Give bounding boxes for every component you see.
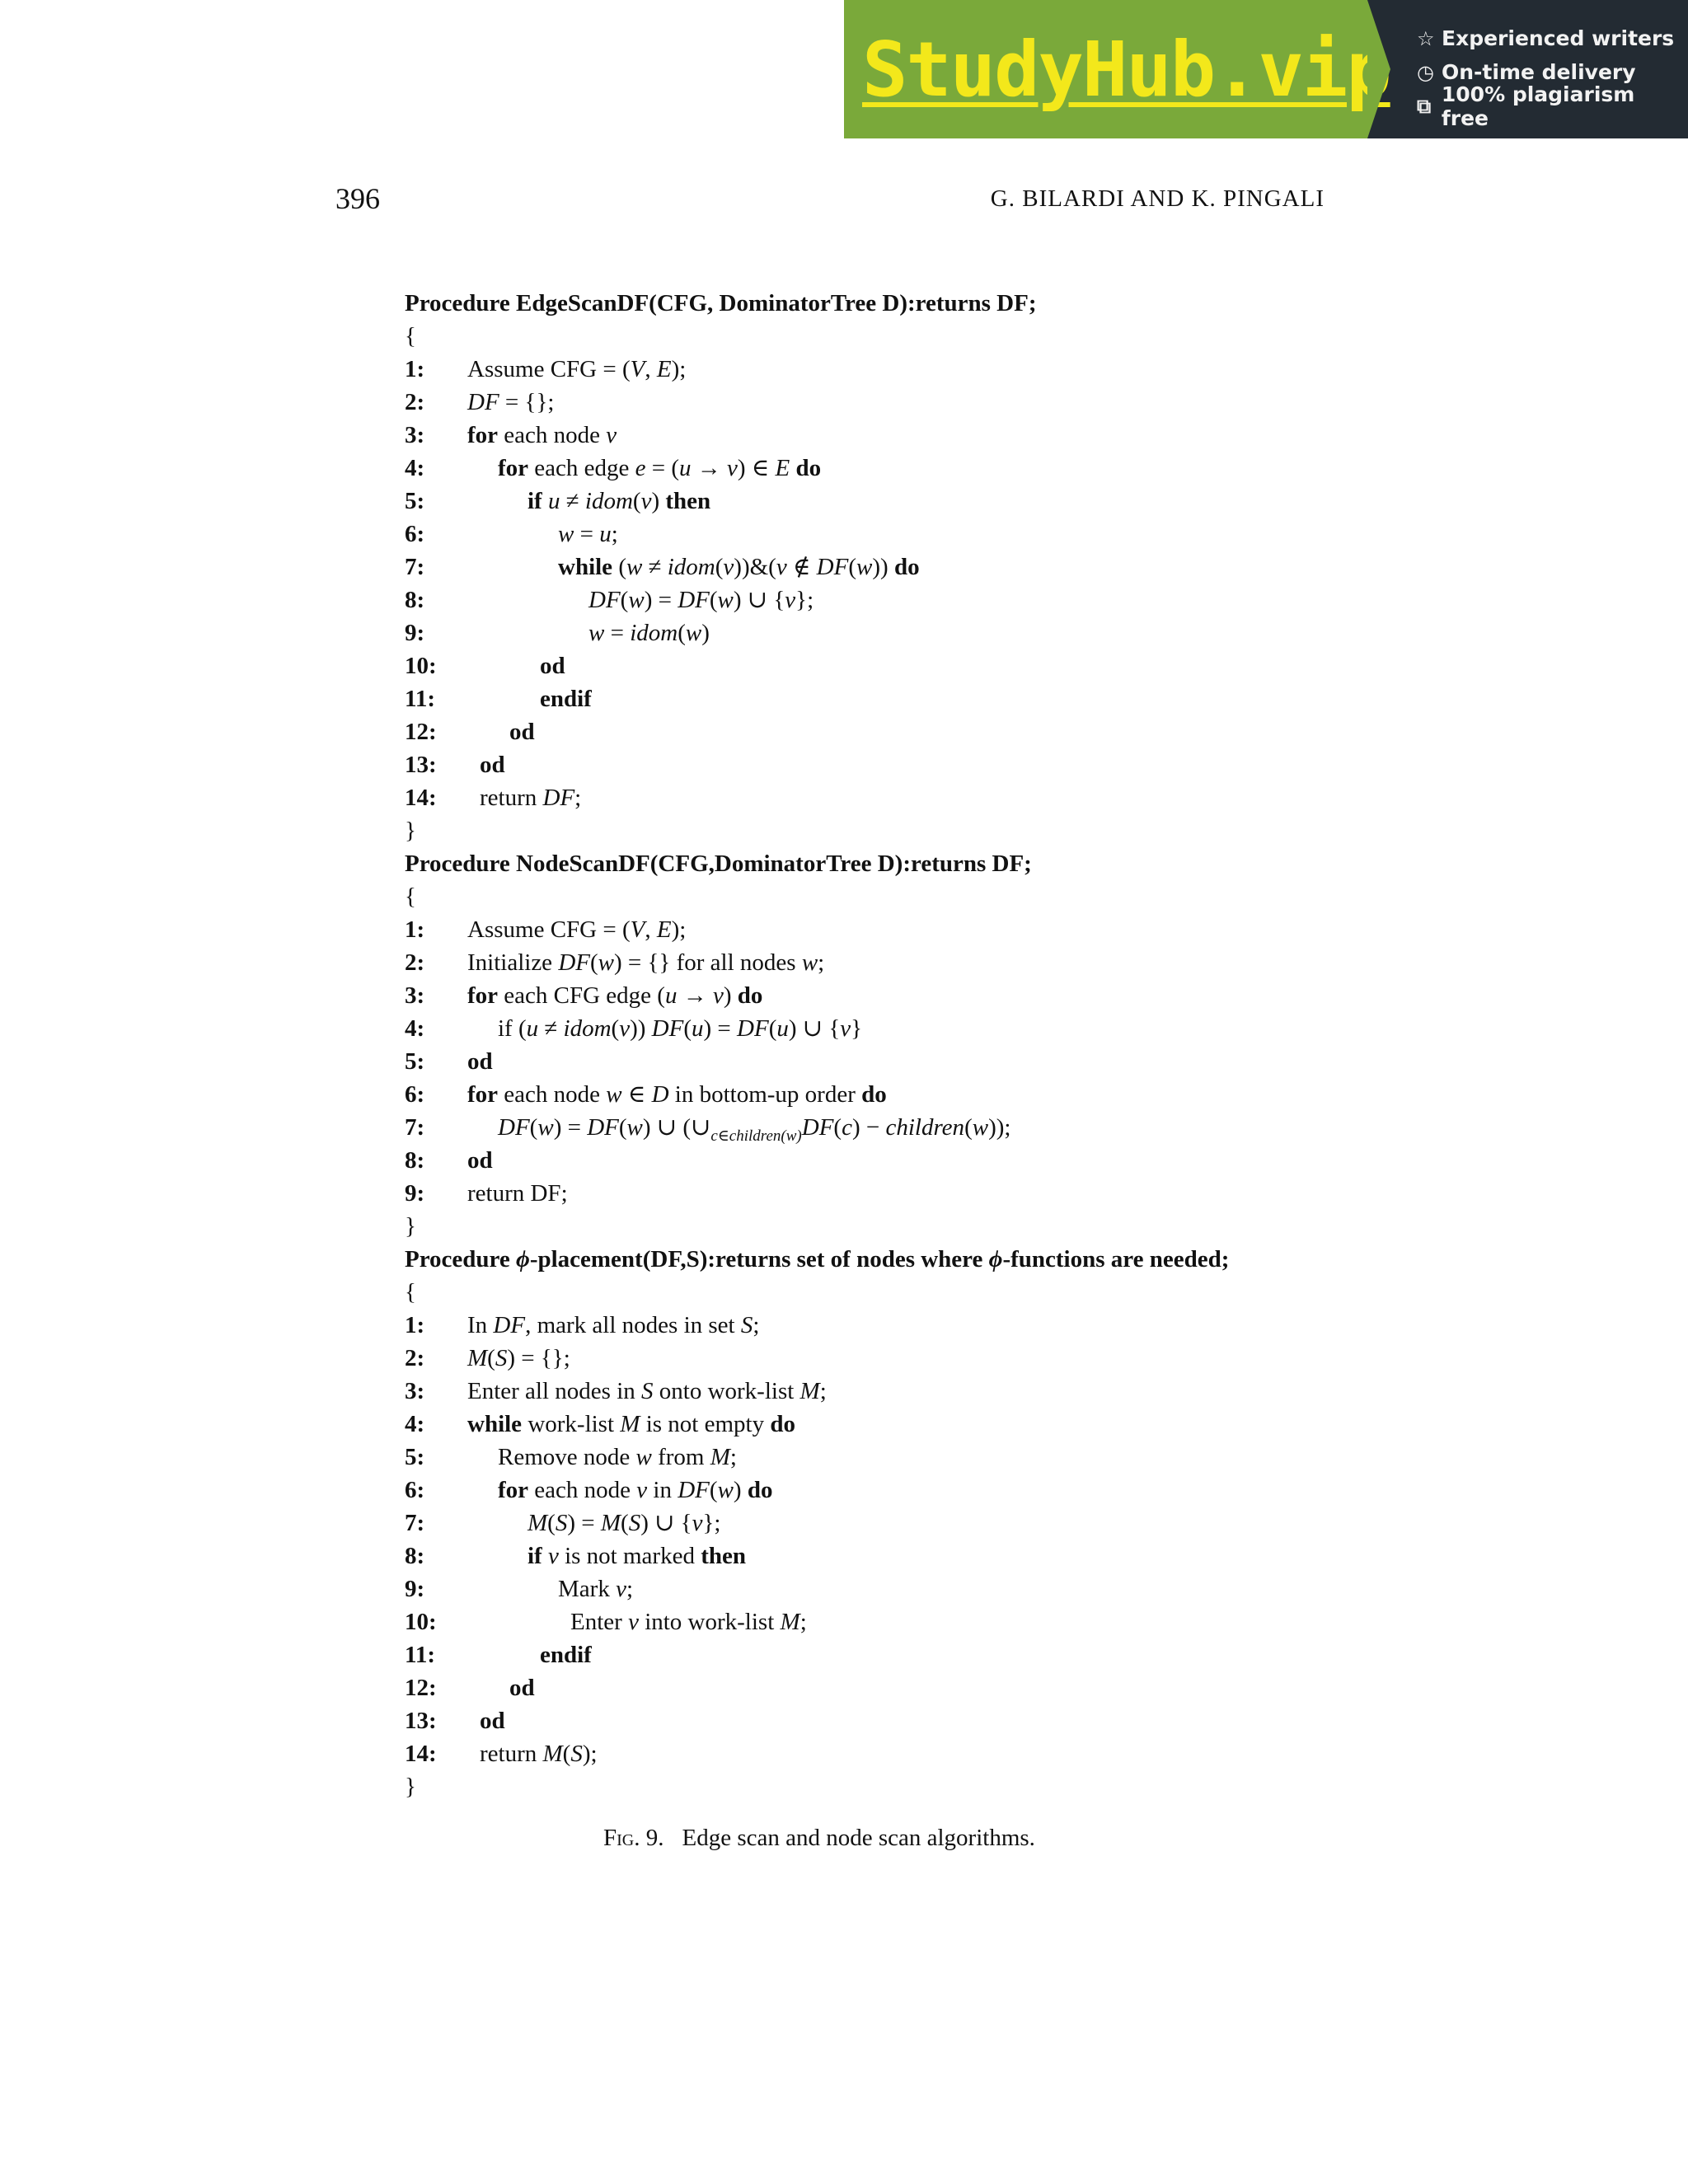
code-line: 13: od <box>405 752 505 778</box>
code-line: 14: return M(S); <box>405 1741 598 1767</box>
code-line: 7: M(S) = M(S) ∪ {v}; <box>405 1510 721 1536</box>
code-line: 11: endif <box>405 1642 592 1668</box>
code-line: { <box>405 883 416 910</box>
code-line: 2: DF = {}; <box>405 389 555 415</box>
caption-text: Edge scan and node scan algorithms. <box>682 1825 1035 1851</box>
code-line: } <box>405 1774 416 1800</box>
code-line: } <box>405 1213 416 1240</box>
code-line: 12: od <box>405 719 535 745</box>
banner-features <box>1367 0 1688 138</box>
code-line: 8: DF(w) = DF(w) ∪ {v}; <box>405 587 814 613</box>
code-line: 3: for each CFG edge (u → v) do <box>405 982 763 1009</box>
code-line: { <box>405 323 416 349</box>
code-line: 4: for each edge e = (u → v) ∈ E do <box>405 455 822 481</box>
figure-label: Fig. 9. <box>603 1825 664 1851</box>
running-head: G. BILARDI AND K. PINGALI <box>990 185 1325 212</box>
code-line: 10: od <box>405 653 565 679</box>
code-line: 9: w = idom(w) <box>405 620 710 646</box>
code-line: 3: Enter all nodes in S onto work-list M; <box>405 1378 827 1404</box>
feature-item: ☆ Experienced writers <box>1417 26 1675 50</box>
code-line: 8: od <box>405 1147 493 1174</box>
code-line: 14: return DF; <box>405 785 582 811</box>
code-line: 6: w = u; <box>405 521 618 547</box>
code-line: 4: while work-list M is not empty do <box>405 1411 795 1437</box>
code-line: 7: DF(w) = DF(w) ∪ ($\cup_{c\in children(w)}DF(c)$ − children(w)); <box>405 1114 1011 1145</box>
code-line: 7: while (w ≠ idom(v))&(v ∉ DF(w)) do <box>405 554 920 580</box>
code-line: { <box>405 1279 416 1305</box>
code-line: 1: Assume CFG = (V, E); <box>405 916 687 943</box>
code-line: 9: Mark v; <box>405 1576 634 1602</box>
algorithm-listing <box>405 287 1476 1803</box>
code-line: 1: In DF, mark all nodes in set S; <box>405 1312 760 1338</box>
procedure-header: Procedure ϕ-placement(DF,S):returns set of nodes where ϕ-functions are needed; <box>405 1246 1230 1272</box>
code-line: } <box>405 818 416 844</box>
code-line: 1: Assume CFG = (V, E); <box>405 356 687 382</box>
code-line: 9: return DF; <box>405 1180 568 1207</box>
code-line: 3: for each node v <box>405 422 617 448</box>
star-icon: ☆ <box>1417 26 1435 50</box>
code-line: 11: endif <box>405 686 592 712</box>
code-line: 5: Remove node w from M; <box>405 1444 737 1470</box>
code-line: 6: for each node w ∈ D in bottom-up order do <box>405 1081 887 1108</box>
ad-banner[interactable] <box>844 0 1688 138</box>
code-line: 5: if u ≠ idom(v) then <box>405 488 711 514</box>
procedure-header: Procedure EdgeScanDF(CFG, DominatorTree D):returns DF; <box>405 290 1037 316</box>
code-line: 10: Enter v into work-list M; <box>405 1609 807 1635</box>
brand-logo: StudyHub.vip <box>862 25 1390 114</box>
clock-icon: ◷ <box>1417 60 1434 84</box>
code-line: 6: for each node v in DF(w) do <box>405 1477 773 1503</box>
feature-item: ◷ On-time delivery <box>1417 60 1636 84</box>
figure-caption <box>603 1825 1035 1852</box>
feature-item: ⧉ 100% plagiarism free <box>1417 82 1635 130</box>
code-line: 2: Initialize DF(w) = {} for all nodes w; <box>405 949 825 976</box>
procedure-header: Procedure NodeScanDF(CFG,DominatorTree D):returns DF; <box>405 851 1032 877</box>
banner-brand-area <box>844 0 1390 138</box>
code-line: 12: od <box>405 1675 535 1701</box>
copy-icon: ⧉ <box>1417 94 1432 118</box>
page-number: 396 <box>335 182 380 215</box>
code-line: 5: od <box>405 1048 493 1075</box>
code-line: 8: if v is not marked then <box>405 1543 746 1569</box>
code-line: 4: if (u ≠ idom(v)) DF(u) = DF(u) ∪ {v} <box>405 1015 863 1042</box>
code-line: 2: M(S) = {}; <box>405 1345 570 1371</box>
code-line: 13: od <box>405 1708 505 1734</box>
